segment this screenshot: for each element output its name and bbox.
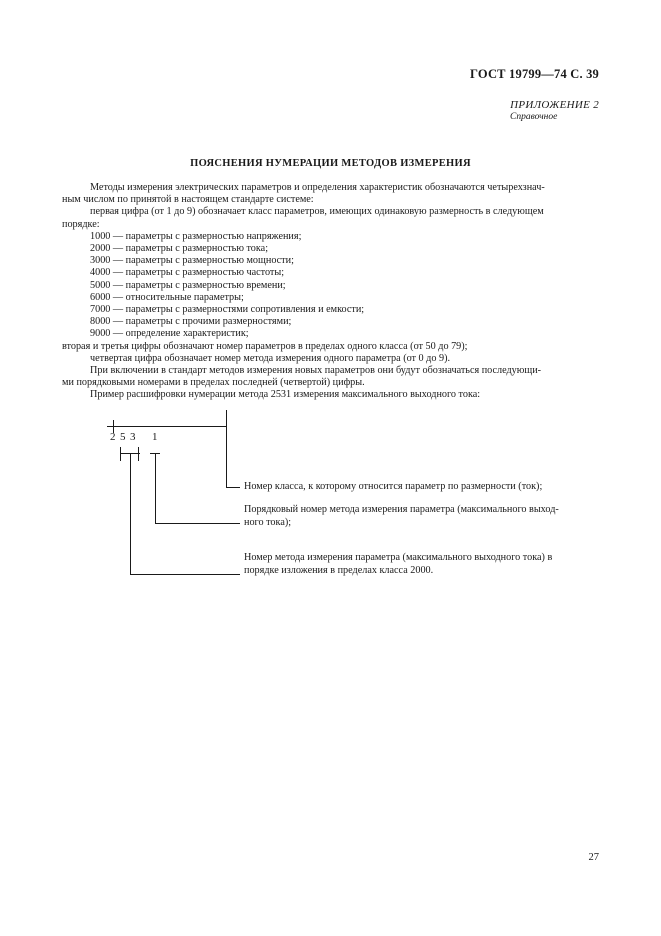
first-digit-line-1: первая цифра (от 1 до 9) обозначает класс параметров, имеющих одинаковую размерность в следующем [90, 206, 544, 218]
section-heading: ПОЯСНЕНИЯ НУМЕРАЦИИ МЕТОДОВ ИЗМЕРЕНИЯ [190, 158, 471, 169]
second-third-digits: вторая и третья цифры обозначают номер параметров в пределах одного класса (от 50 до 79); [62, 340, 468, 352]
class-item: 1000 — параметры с размерностью напряжения; [90, 230, 302, 242]
intro-line-2: ным числом по принятой в настоящем стандарте системе: [62, 194, 314, 206]
class-item: 8000 — параметры с прочими размерностями; [90, 316, 292, 328]
digit: 5 [120, 431, 126, 443]
annotation-method-line-1: Порядковый номер метода измерения параметра (максимального выход- [244, 504, 559, 515]
appendix-subtitle: Справочное [510, 112, 558, 122]
digit: 2 [110, 431, 116, 443]
example-line: Пример расшифровки нумерации метода 2531 измерения максимального выходного тока: [90, 389, 481, 401]
first-digit-line-2: порядке: [62, 218, 100, 230]
class-item: 2000 — параметры с размерностью тока; [90, 243, 269, 255]
annotation-method-line-2: ного тока); [244, 516, 292, 528]
annotation-param-line-1: Номер метода измерения параметра (максимального выходного тока) в [244, 552, 553, 563]
class-item: 6000 — относительные параметры; [90, 291, 244, 303]
method-number-digits [110, 431, 158, 443]
intro-line-1: Методы измерения электрических параметров и определения характеристик обозначаются четырехзнач- [90, 182, 545, 193]
appendix-title: ПРИЛОЖЕНИЕ 2 [510, 99, 599, 111]
new-methods-line-2: ми порядковыми номерами в пределах последней (четвертой) цифры. [62, 377, 365, 389]
digit: 3 [130, 431, 136, 443]
class-item: 9000 — определение характеристик; [90, 328, 249, 340]
class-item: 3000 — параметры с размерностью мощности; [90, 255, 294, 267]
class-item: 7000 — параметры с размерностями сопротивления и емкости; [90, 304, 365, 316]
class-item: 4000 — параметры с размерностью частоты; [90, 267, 285, 279]
annotation-method [244, 504, 600, 529]
new-methods-line-1: При включении в стандарт методов измерения новых параметров они будут обозначаться последующи- [90, 365, 542, 377]
annotation-class: Номер класса, к которому относится параметр по размерности (ток); [244, 481, 543, 492]
annotation-param [244, 552, 600, 577]
fourth-digit: четвертая цифра обозначает номер метода измерения одного параметра (от 0 до 9). [90, 352, 451, 364]
document-header: ГОСТ 19799—74 С. 39 [470, 67, 599, 81]
annotation-param-line-2: порядке изложения в пределах класса 2000. [244, 564, 434, 576]
class-item: 5000 — параметры с размерностью времени; [90, 279, 286, 291]
page-number: 27 [588, 852, 599, 863]
digit: 1 [152, 431, 158, 443]
